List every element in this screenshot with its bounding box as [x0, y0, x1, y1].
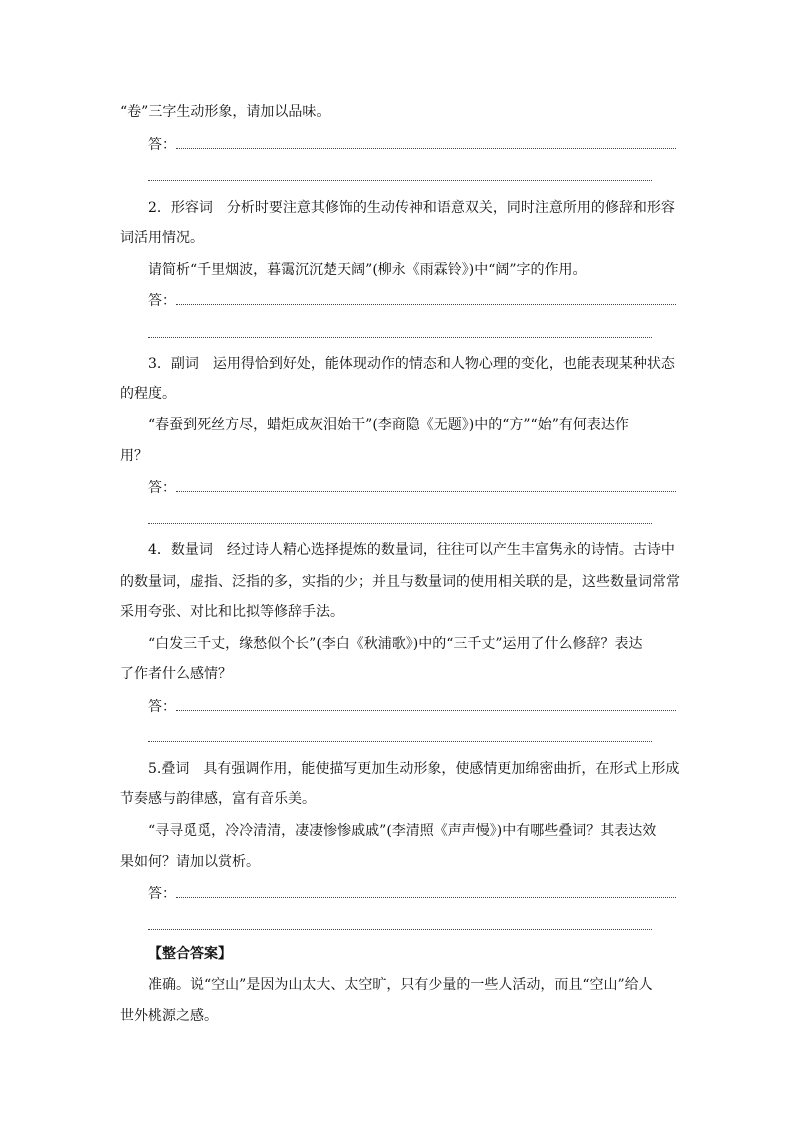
answer-label: 答：	[148, 480, 176, 496]
answer-blank[interactable]	[176, 491, 676, 492]
answer-label: 答：	[148, 293, 176, 309]
answer-blank[interactable]	[176, 148, 676, 149]
section-4-heading-cont: 的数量词，虚指、泛指的多，实指的少；并且与数量词的使用相关联的是，这些数量词常常	[120, 574, 680, 590]
answer-line-5[interactable]	[148, 885, 676, 903]
answer-label: 答：	[148, 699, 176, 715]
section-5-question-cont: 果如何？请加以赏析。	[120, 854, 260, 870]
integrated-answer-title: 【整合答案】	[148, 946, 232, 962]
answer-label: 答：	[148, 137, 176, 153]
section-2-question: 请简析“千里烟波，暮霭沉沉楚天阔”(柳永《雨霖铃》)中“阔”字的作用。	[148, 262, 587, 278]
section-4-heading: 4．数量词 经过诗人精心选择提炼的数量词，往往可以产生丰富隽永的诗情。古诗中	[148, 542, 675, 558]
answer-blank[interactable]	[176, 897, 676, 898]
answer-line-4[interactable]	[148, 698, 676, 716]
section-5-heading-cont: 节奏感与韵律感，富有音乐美。	[120, 791, 316, 807]
section-4-question-cont: 了作者什么感情？	[120, 666, 232, 682]
integrated-answer-text: 准确。说“空山”是因为山太大、太空旷，只有少量的一些人活动，而且“空山”给人	[148, 977, 653, 993]
answer-blank-continuation[interactable]	[148, 929, 652, 930]
integrated-answer-text-cont: 世外桃源之感。	[120, 1008, 218, 1024]
section-3-heading-cont: 的程度。	[120, 386, 176, 402]
answer-line-3[interactable]	[148, 479, 676, 497]
section-2-heading-cont: 词活用情况。	[120, 230, 204, 246]
answer-line-2[interactable]	[148, 292, 676, 310]
answer-blank[interactable]	[176, 304, 676, 305]
section-3-heading: 3．副词 运用得恰到好处，能体现动作的情态和人物心理的变化，也能表现某种状态	[148, 356, 675, 372]
answer-blank-continuation[interactable]	[148, 180, 652, 181]
section-2-heading: 2．形容词 分析时要注意其修饰的生动传神和语意双关，同时注意所用的修辞和形容	[148, 200, 675, 216]
answer-line-1[interactable]	[148, 136, 676, 154]
section-5-question: “寻寻觅觅，冷冷清清，凄凄惨惨戚戚”(李清照《声声慢》)中有哪些叠词？其表达效	[148, 823, 657, 839]
answer-label: 答：	[148, 886, 176, 902]
answer-blank-continuation[interactable]	[148, 523, 652, 524]
section-4-question: “白发三千丈，缘愁似个长”(李白《秋浦歌》)中的“三千丈”运用了什么修辞？表达	[148, 636, 643, 652]
section-5-heading: 5.叠词 具有强调作用，能使描写更加生动形象，使感情更加绵密曲折，在形式上形成	[148, 761, 680, 777]
intro-question-tail: “卷”三字生动形象，请加以品味。	[120, 104, 331, 120]
answer-blank[interactable]	[176, 710, 676, 711]
section-3-question-cont: 用？	[120, 448, 148, 464]
section-3-question: “春蚕到死丝方尽，蜡炬成灰泪始干”(李商隐《无题》)中的“方”“始”有何表达作	[148, 417, 629, 433]
answer-blank-continuation[interactable]	[148, 741, 652, 742]
section-4-heading-cont-2: 采用夸张、对比和比拟等修辞手法。	[120, 604, 344, 620]
answer-blank-continuation[interactable]	[148, 337, 652, 338]
